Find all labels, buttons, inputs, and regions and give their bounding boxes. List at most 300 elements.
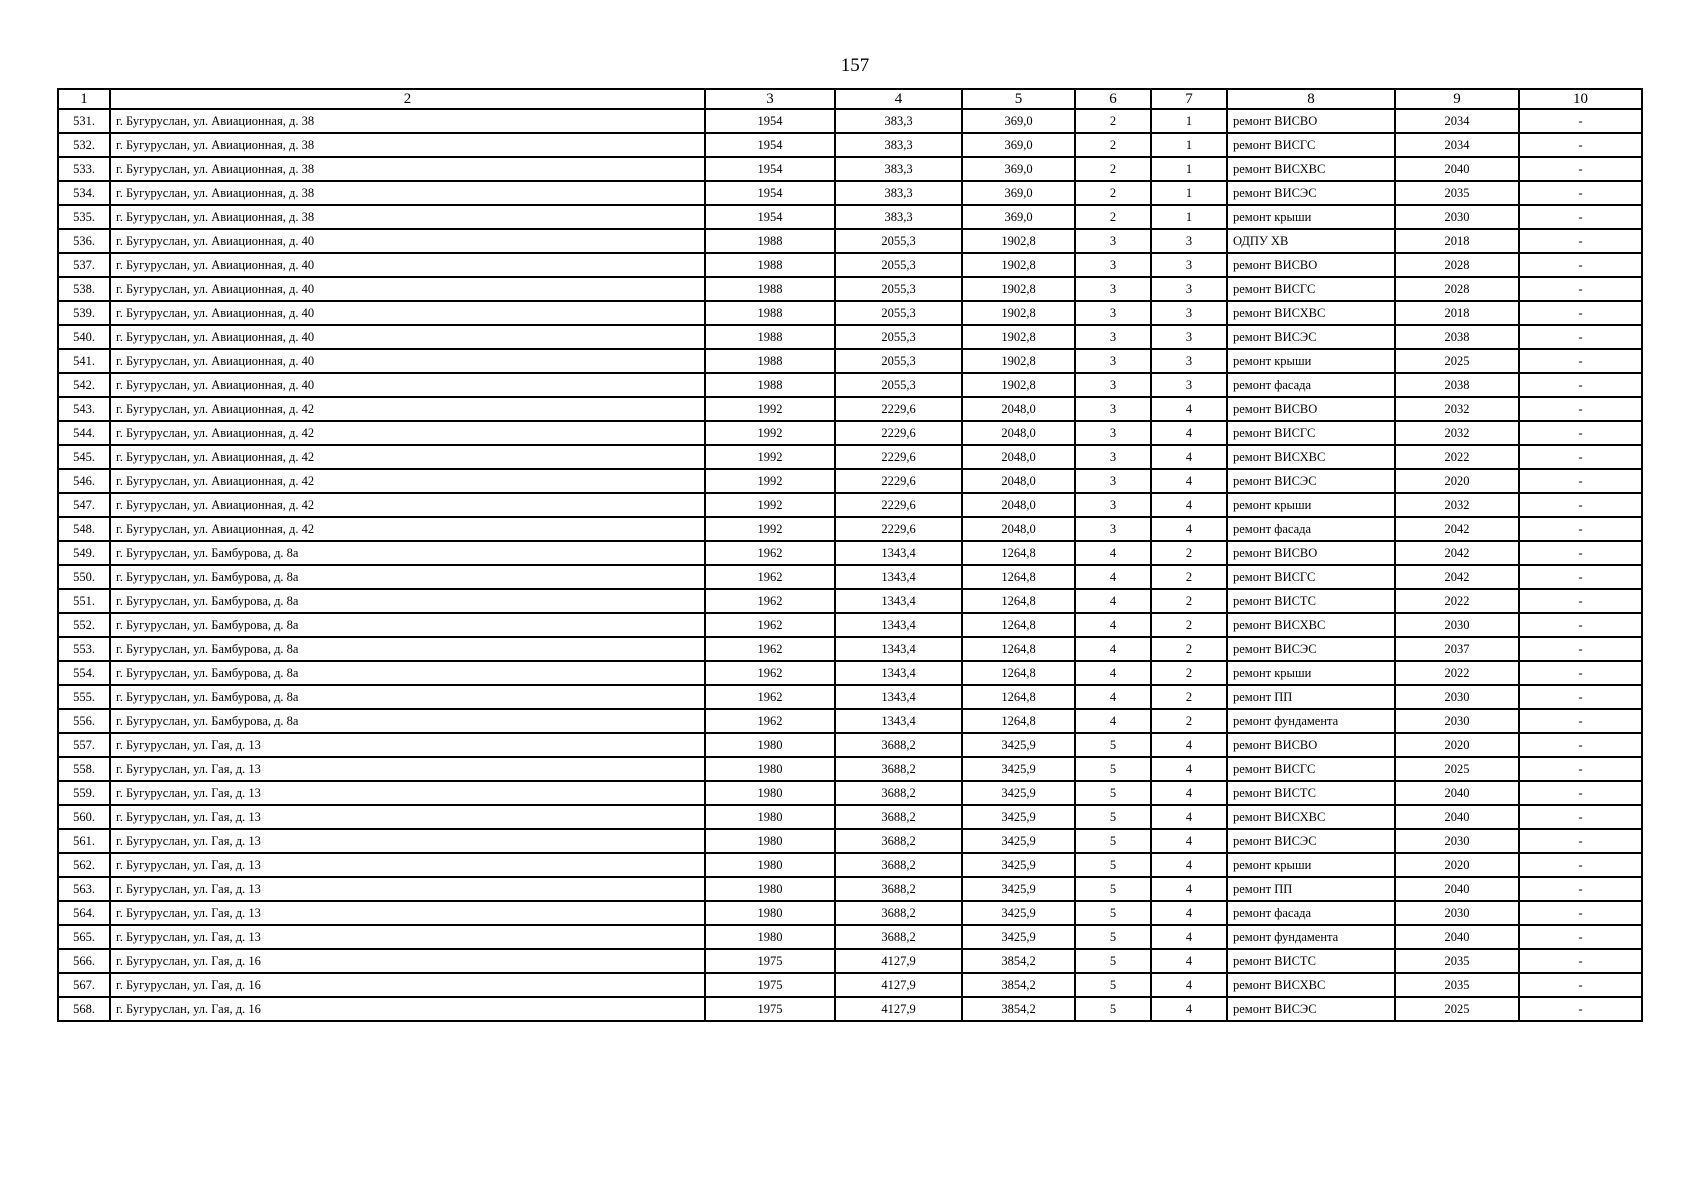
row-number-cell: 546.: [58, 469, 110, 493]
residential-area-cell: 3425,9: [962, 733, 1075, 757]
table-row: [58, 949, 1642, 973]
total-area-cell: 2055,3: [835, 373, 962, 397]
address-cell: г. Бугуруслан, ул. Гая, д. 13: [110, 925, 705, 949]
floors-cell: 2: [1075, 205, 1151, 229]
row-number-cell: 554.: [58, 661, 110, 685]
total-area-cell: 3688,2: [835, 925, 962, 949]
total-area-cell: 3688,2: [835, 757, 962, 781]
build-year-cell: 1980: [705, 925, 835, 949]
row-number-cell: 545.: [58, 445, 110, 469]
residential-area-cell: 3425,9: [962, 757, 1075, 781]
total-area-cell: 3688,2: [835, 733, 962, 757]
entrances-cell: 2: [1151, 565, 1227, 589]
build-year-cell: 1980: [705, 877, 835, 901]
work-type-cell: ремонт крыши: [1227, 853, 1395, 877]
entrances-cell: 3: [1151, 253, 1227, 277]
work-type-cell: ремонт ВИСТС: [1227, 781, 1395, 805]
note-cell: -: [1519, 877, 1642, 901]
column-number-row: [58, 89, 1642, 109]
work-type-cell: ремонт ВИСВО: [1227, 253, 1395, 277]
residential-area-cell: 1264,8: [962, 685, 1075, 709]
planned-year-cell: 2035: [1395, 973, 1519, 997]
note-cell: -: [1519, 301, 1642, 325]
floors-cell: 3: [1075, 253, 1151, 277]
note-cell: -: [1519, 493, 1642, 517]
floors-cell: 5: [1075, 829, 1151, 853]
table-row: [58, 445, 1642, 469]
total-area-cell: 383,3: [835, 109, 962, 133]
floors-cell: 3: [1075, 517, 1151, 541]
capital-repair-table: [57, 88, 1643, 1022]
entrances-cell: 2: [1151, 589, 1227, 613]
planned-year-cell: 2022: [1395, 445, 1519, 469]
note-cell: -: [1519, 925, 1642, 949]
planned-year-cell: 2035: [1395, 181, 1519, 205]
total-area-cell: 383,3: [835, 181, 962, 205]
floors-cell: 4: [1075, 613, 1151, 637]
total-area-cell: 1343,4: [835, 565, 962, 589]
residential-area-cell: 2048,0: [962, 469, 1075, 493]
note-cell: -: [1519, 325, 1642, 349]
planned-year-cell: 2022: [1395, 589, 1519, 613]
page-number: 157: [840, 55, 870, 76]
entrances-cell: 2: [1151, 661, 1227, 685]
table-row: [58, 277, 1642, 301]
row-number-cell: 564.: [58, 901, 110, 925]
build-year-cell: 1962: [705, 637, 835, 661]
planned-year-cell: 2032: [1395, 397, 1519, 421]
note-cell: -: [1519, 205, 1642, 229]
entrances-cell: 4: [1151, 469, 1227, 493]
note-cell: -: [1519, 733, 1642, 757]
note-cell: -: [1519, 757, 1642, 781]
residential-area-cell: 1902,8: [962, 349, 1075, 373]
row-number-cell: 539.: [58, 301, 110, 325]
residential-area-cell: 2048,0: [962, 421, 1075, 445]
table-row: [58, 469, 1642, 493]
residential-area-cell: 3854,2: [962, 973, 1075, 997]
note-cell: -: [1519, 157, 1642, 181]
residential-area-cell: 1902,8: [962, 301, 1075, 325]
floors-cell: 5: [1075, 925, 1151, 949]
floors-cell: 4: [1075, 685, 1151, 709]
address-cell: г. Бугуруслан, ул. Бамбурова, д. 8а: [110, 589, 705, 613]
build-year-cell: 1975: [705, 997, 835, 1021]
work-type-cell: ремонт крыши: [1227, 205, 1395, 229]
entrances-cell: 4: [1151, 445, 1227, 469]
floors-cell: 4: [1075, 541, 1151, 565]
entrances-cell: 4: [1151, 421, 1227, 445]
floors-cell: 3: [1075, 325, 1151, 349]
entrances-cell: 4: [1151, 517, 1227, 541]
note-cell: -: [1519, 709, 1642, 733]
table-row: [58, 229, 1642, 253]
address-cell: г. Бугуруслан, ул. Авиационная, д. 38: [110, 181, 705, 205]
total-area-cell: 1343,4: [835, 709, 962, 733]
address-cell: г. Бугуруслан, ул. Гая, д. 16: [110, 973, 705, 997]
row-number-cell: 549.: [58, 541, 110, 565]
table-row: [58, 565, 1642, 589]
residential-area-cell: 369,0: [962, 157, 1075, 181]
planned-year-cell: 2020: [1395, 469, 1519, 493]
address-cell: г. Бугуруслан, ул. Гая, д. 16: [110, 997, 705, 1021]
row-number-cell: 532.: [58, 133, 110, 157]
table-row: [58, 133, 1642, 157]
planned-year-cell: 2032: [1395, 421, 1519, 445]
total-area-cell: 2229,6: [835, 421, 962, 445]
note-cell: -: [1519, 397, 1642, 421]
address-cell: г. Бугуруслан, ул. Авиационная, д. 40: [110, 349, 705, 373]
entrances-cell: 4: [1151, 781, 1227, 805]
planned-year-cell: 2030: [1395, 901, 1519, 925]
planned-year-cell: 2020: [1395, 853, 1519, 877]
table-row: [58, 181, 1642, 205]
address-cell: г. Бугуруслан, ул. Гая, д. 13: [110, 877, 705, 901]
address-cell: г. Бугуруслан, ул. Бамбурова, д. 8а: [110, 541, 705, 565]
note-cell: -: [1519, 829, 1642, 853]
entrances-cell: 1: [1151, 181, 1227, 205]
address-cell: г. Бугуруслан, ул. Бамбурова, д. 8а: [110, 613, 705, 637]
table-row: [58, 973, 1642, 997]
table-row: [58, 877, 1642, 901]
planned-year-cell: 2040: [1395, 925, 1519, 949]
total-area-cell: 4127,9: [835, 973, 962, 997]
work-type-cell: ремонт ВИСЭС: [1227, 829, 1395, 853]
floors-cell: 2: [1075, 181, 1151, 205]
note-cell: -: [1519, 445, 1642, 469]
row-number-cell: 534.: [58, 181, 110, 205]
table-row: [58, 253, 1642, 277]
floors-cell: 4: [1075, 637, 1151, 661]
planned-year-cell: 2040: [1395, 805, 1519, 829]
planned-year-cell: 2030: [1395, 829, 1519, 853]
row-number-cell: 537.: [58, 253, 110, 277]
table-row: [58, 421, 1642, 445]
address-cell: г. Бугуруслан, ул. Авиационная, д. 42: [110, 469, 705, 493]
work-type-cell: ремонт ВИСЭС: [1227, 469, 1395, 493]
table-row: [58, 781, 1642, 805]
note-cell: -: [1519, 949, 1642, 973]
residential-area-cell: 1264,8: [962, 709, 1075, 733]
total-area-cell: 1343,4: [835, 685, 962, 709]
build-year-cell: 1992: [705, 469, 835, 493]
row-number-cell: 567.: [58, 973, 110, 997]
total-area-cell: 3688,2: [835, 877, 962, 901]
floors-cell: 5: [1075, 733, 1151, 757]
address-cell: г. Бугуруслан, ул. Авиационная, д. 38: [110, 205, 705, 229]
work-type-cell: ремонт ВИСВО: [1227, 733, 1395, 757]
row-number-cell: 553.: [58, 637, 110, 661]
address-cell: г. Бугуруслан, ул. Гая, д. 13: [110, 757, 705, 781]
address-cell: г. Бугуруслан, ул. Авиационная, д. 38: [110, 133, 705, 157]
row-number-cell: 538.: [58, 277, 110, 301]
planned-year-cell: 2022: [1395, 661, 1519, 685]
table-row: [58, 901, 1642, 925]
residential-area-cell: 1264,8: [962, 637, 1075, 661]
build-year-cell: 1988: [705, 373, 835, 397]
floors-cell: 5: [1075, 757, 1151, 781]
residential-area-cell: 1264,8: [962, 613, 1075, 637]
work-type-cell: ремонт ВИСХВС: [1227, 445, 1395, 469]
entrances-cell: 2: [1151, 685, 1227, 709]
planned-year-cell: 2038: [1395, 373, 1519, 397]
total-area-cell: 2055,3: [835, 229, 962, 253]
build-year-cell: 1992: [705, 517, 835, 541]
row-number-cell: 551.: [58, 589, 110, 613]
build-year-cell: 1954: [705, 109, 835, 133]
address-cell: г. Бугуруслан, ул. Бамбурова, д. 8а: [110, 661, 705, 685]
row-number-cell: 543.: [58, 397, 110, 421]
build-year-cell: 1962: [705, 589, 835, 613]
note-cell: -: [1519, 517, 1642, 541]
entrances-cell: 3: [1151, 349, 1227, 373]
planned-year-cell: 2028: [1395, 253, 1519, 277]
note-cell: -: [1519, 229, 1642, 253]
table-row: [58, 541, 1642, 565]
table-row: [58, 805, 1642, 829]
build-year-cell: 1954: [705, 205, 835, 229]
work-type-cell: ремонт ВИСВО: [1227, 397, 1395, 421]
address-cell: г. Бугуруслан, ул. Авиационная, д. 40: [110, 373, 705, 397]
residential-area-cell: 1264,8: [962, 589, 1075, 613]
planned-year-cell: 2042: [1395, 517, 1519, 541]
table-row: [58, 637, 1642, 661]
entrances-cell: 2: [1151, 613, 1227, 637]
build-year-cell: 1962: [705, 661, 835, 685]
residential-area-cell: 1902,8: [962, 373, 1075, 397]
work-type-cell: ремонт ПП: [1227, 685, 1395, 709]
address-cell: г. Бугуруслан, ул. Гая, д. 16: [110, 949, 705, 973]
floors-cell: 5: [1075, 781, 1151, 805]
note-cell: -: [1519, 253, 1642, 277]
work-type-cell: ремонт ВИСГС: [1227, 565, 1395, 589]
entrances-cell: 4: [1151, 949, 1227, 973]
floors-cell: 3: [1075, 373, 1151, 397]
total-area-cell: 4127,9: [835, 949, 962, 973]
note-cell: -: [1519, 469, 1642, 493]
floors-cell: 3: [1075, 421, 1151, 445]
build-year-cell: 1962: [705, 685, 835, 709]
work-type-cell: ремонт фундамента: [1227, 709, 1395, 733]
residential-area-cell: 3854,2: [962, 997, 1075, 1021]
total-area-cell: 2229,6: [835, 517, 962, 541]
note-cell: -: [1519, 901, 1642, 925]
address-cell: г. Бугуруслан, ул. Бамбурова, д. 8а: [110, 637, 705, 661]
table-row: [58, 205, 1642, 229]
row-number-cell: 562.: [58, 853, 110, 877]
build-year-cell: 1992: [705, 445, 835, 469]
build-year-cell: 1988: [705, 253, 835, 277]
build-year-cell: 1980: [705, 829, 835, 853]
work-type-cell: ремонт крыши: [1227, 493, 1395, 517]
floors-cell: 5: [1075, 901, 1151, 925]
work-type-cell: ремонт ВИСТС: [1227, 589, 1395, 613]
total-area-cell: 2055,3: [835, 277, 962, 301]
entrances-cell: 4: [1151, 733, 1227, 757]
table-row: [58, 757, 1642, 781]
row-number-cell: 568.: [58, 997, 110, 1021]
total-area-cell: 2055,3: [835, 253, 962, 277]
build-year-cell: 1980: [705, 781, 835, 805]
planned-year-cell: 2025: [1395, 997, 1519, 1021]
total-area-cell: 383,3: [835, 133, 962, 157]
planned-year-cell: 2018: [1395, 229, 1519, 253]
floors-cell: 2: [1075, 157, 1151, 181]
address-cell: г. Бугуруслан, ул. Гая, д. 13: [110, 901, 705, 925]
total-area-cell: 2229,6: [835, 469, 962, 493]
floors-cell: 3: [1075, 277, 1151, 301]
row-number-cell: 563.: [58, 877, 110, 901]
table-row: [58, 829, 1642, 853]
work-type-cell: ремонт крыши: [1227, 661, 1395, 685]
floors-cell: 4: [1075, 661, 1151, 685]
table-row: [58, 349, 1642, 373]
planned-year-cell: 2037: [1395, 637, 1519, 661]
entrances-cell: 3: [1151, 301, 1227, 325]
total-area-cell: 3688,2: [835, 829, 962, 853]
row-number-cell: 560.: [58, 805, 110, 829]
planned-year-cell: 2034: [1395, 109, 1519, 133]
planned-year-cell: 2040: [1395, 157, 1519, 181]
planned-year-cell: 2025: [1395, 757, 1519, 781]
note-cell: -: [1519, 973, 1642, 997]
work-type-cell: ремонт фасада: [1227, 901, 1395, 925]
table-row: [58, 589, 1642, 613]
work-type-cell: ремонт ВИСХВС: [1227, 157, 1395, 181]
column-header-2: 2: [110, 89, 705, 109]
address-cell: г. Бугуруслан, ул. Авиационная, д. 42: [110, 517, 705, 541]
total-area-cell: 1343,4: [835, 661, 962, 685]
entrances-cell: 2: [1151, 709, 1227, 733]
column-header-1: 1: [58, 89, 110, 109]
note-cell: -: [1519, 853, 1642, 877]
build-year-cell: 1988: [705, 301, 835, 325]
row-number-cell: 558.: [58, 757, 110, 781]
note-cell: -: [1519, 109, 1642, 133]
work-type-cell: ремонт ВИСХВС: [1227, 613, 1395, 637]
work-type-cell: ремонт фасада: [1227, 517, 1395, 541]
address-cell: г. Бугуруслан, ул. Авиационная, д. 40: [110, 253, 705, 277]
build-year-cell: 1980: [705, 901, 835, 925]
address-cell: г. Бугуруслан, ул. Гая, д. 13: [110, 733, 705, 757]
work-type-cell: ремонт ВИСВО: [1227, 109, 1395, 133]
build-year-cell: 1992: [705, 493, 835, 517]
build-year-cell: 1962: [705, 613, 835, 637]
floors-cell: 3: [1075, 349, 1151, 373]
address-cell: г. Бугуруслан, ул. Гая, д. 13: [110, 781, 705, 805]
row-number-cell: 565.: [58, 925, 110, 949]
floors-cell: 5: [1075, 949, 1151, 973]
total-area-cell: 3688,2: [835, 853, 962, 877]
address-cell: г. Бугуруслан, ул. Авиационная, д. 40: [110, 229, 705, 253]
floors-cell: 2: [1075, 109, 1151, 133]
row-number-cell: 550.: [58, 565, 110, 589]
planned-year-cell: 2030: [1395, 685, 1519, 709]
entrances-cell: 4: [1151, 757, 1227, 781]
residential-area-cell: 3425,9: [962, 805, 1075, 829]
floors-cell: 3: [1075, 445, 1151, 469]
note-cell: -: [1519, 997, 1642, 1021]
floors-cell: 2: [1075, 133, 1151, 157]
residential-area-cell: 369,0: [962, 181, 1075, 205]
entrances-cell: 4: [1151, 829, 1227, 853]
table-row: [58, 109, 1642, 133]
column-header-4: 4: [835, 89, 962, 109]
column-header-6: 6: [1075, 89, 1151, 109]
table-row: [58, 661, 1642, 685]
note-cell: -: [1519, 541, 1642, 565]
table-row: [58, 853, 1642, 877]
planned-year-cell: 2028: [1395, 277, 1519, 301]
work-type-cell: ремонт ВИСЭС: [1227, 997, 1395, 1021]
row-number-cell: 555.: [58, 685, 110, 709]
build-year-cell: 1980: [705, 757, 835, 781]
table-row: [58, 685, 1642, 709]
work-type-cell: ремонт ВИСХВС: [1227, 805, 1395, 829]
note-cell: -: [1519, 421, 1642, 445]
table-row: [58, 325, 1642, 349]
table-row: [58, 373, 1642, 397]
residential-area-cell: 3854,2: [962, 949, 1075, 973]
entrances-cell: 2: [1151, 541, 1227, 565]
build-year-cell: 1962: [705, 541, 835, 565]
total-area-cell: 3688,2: [835, 805, 962, 829]
residential-area-cell: 2048,0: [962, 445, 1075, 469]
entrances-cell: 1: [1151, 205, 1227, 229]
address-cell: г. Бугуруслан, ул. Авиационная, д. 40: [110, 277, 705, 301]
floors-cell: 4: [1075, 589, 1151, 613]
total-area-cell: 2055,3: [835, 325, 962, 349]
total-area-cell: 383,3: [835, 157, 962, 181]
row-number-cell: 540.: [58, 325, 110, 349]
table-row: [58, 733, 1642, 757]
note-cell: -: [1519, 805, 1642, 829]
work-type-cell: ремонт крыши: [1227, 349, 1395, 373]
build-year-cell: 1954: [705, 157, 835, 181]
entrances-cell: 4: [1151, 805, 1227, 829]
entrances-cell: 4: [1151, 925, 1227, 949]
residential-area-cell: 3425,9: [962, 925, 1075, 949]
row-number-cell: 533.: [58, 157, 110, 181]
build-year-cell: 1975: [705, 973, 835, 997]
address-cell: г. Бугуруслан, ул. Авиационная, д. 42: [110, 445, 705, 469]
table-row: [58, 709, 1642, 733]
planned-year-cell: 2042: [1395, 541, 1519, 565]
total-area-cell: 2229,6: [835, 397, 962, 421]
planned-year-cell: 2040: [1395, 877, 1519, 901]
planned-year-cell: 2018: [1395, 301, 1519, 325]
residential-area-cell: 3425,9: [962, 781, 1075, 805]
work-type-cell: ремонт ВИСХВС: [1227, 973, 1395, 997]
column-header-10: 10: [1519, 89, 1642, 109]
column-header-7: 7: [1151, 89, 1227, 109]
entrances-cell: 3: [1151, 325, 1227, 349]
address-cell: г. Бугуруслан, ул. Авиационная, д. 40: [110, 301, 705, 325]
column-header-9: 9: [1395, 89, 1519, 109]
build-year-cell: 1962: [705, 709, 835, 733]
entrances-cell: 4: [1151, 901, 1227, 925]
floors-cell: 5: [1075, 853, 1151, 877]
total-area-cell: 1343,4: [835, 541, 962, 565]
row-number-cell: 541.: [58, 349, 110, 373]
row-number-cell: 547.: [58, 493, 110, 517]
floors-cell: 5: [1075, 973, 1151, 997]
build-year-cell: 1980: [705, 733, 835, 757]
row-number-cell: 536.: [58, 229, 110, 253]
build-year-cell: 1980: [705, 853, 835, 877]
entrances-cell: 4: [1151, 973, 1227, 997]
total-area-cell: 2055,3: [835, 349, 962, 373]
